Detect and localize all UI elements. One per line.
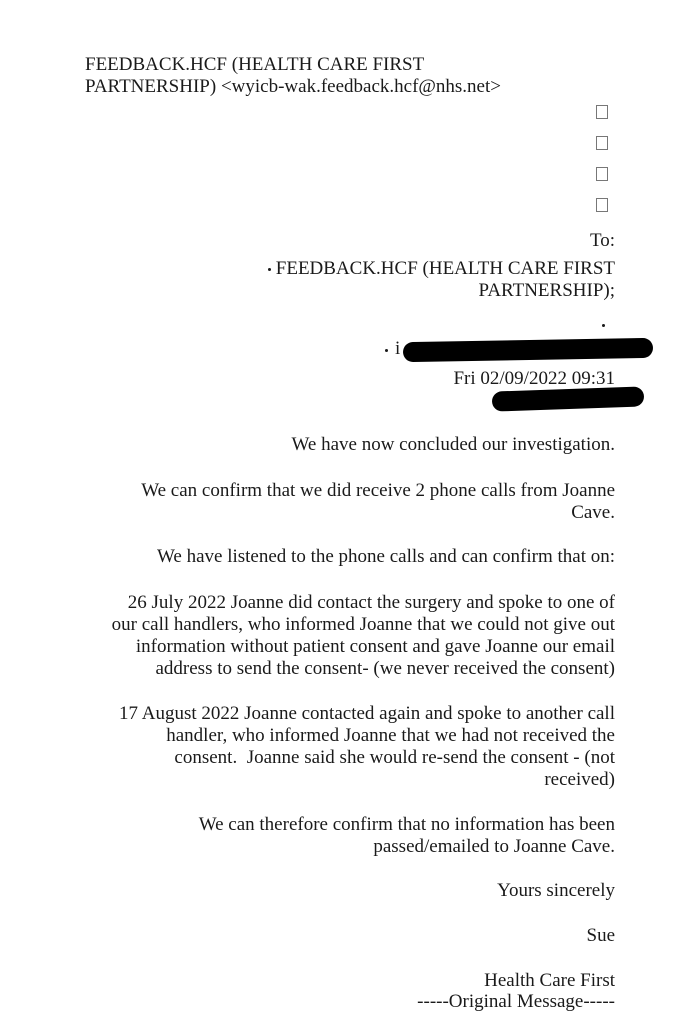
body-line: received): [544, 769, 615, 790]
body-paragraph-3: We have listened to the phone calls and can confirm that on:: [156, 546, 615, 567]
checkbox-icon: [596, 136, 608, 150]
checkbox-group: [596, 105, 616, 229]
signature-name: Sue: [586, 925, 615, 946]
email-date: Fri 02/09/2022 09:31: [453, 368, 615, 389]
body-line: handler, who informed Joanne that we had not received the: [166, 725, 615, 746]
sender-line-1: FEEDBACK.HCF (HEALTH CARE FIRST: [85, 54, 425, 75]
recipient-line-1: [155, 258, 615, 280]
to-label: To:: [589, 230, 615, 251]
bullet-icon: [385, 349, 388, 352]
sender-line-2: PARTNERSHIP) <wyicb-wak.feedback.hcf@nhs.net>: [85, 76, 501, 97]
redaction-mark: [492, 386, 645, 411]
body-paragraph-6: [55, 814, 615, 858]
body-paragraph-4: [55, 592, 615, 680]
body-paragraph-1: We have now concluded our investigation.: [291, 434, 615, 455]
body-line: We can confirm that we did receive 2 phone calls from Joanne: [141, 480, 615, 501]
redaction-mark: [403, 338, 653, 362]
checkbox-icon: [596, 105, 608, 119]
sender-address: [85, 54, 645, 98]
body-paragraph-5: [55, 703, 615, 791]
body-paragraph-2: [55, 480, 615, 524]
body-line: consent. Joanne said she would re-send the consent - (not: [174, 747, 615, 768]
recipient-line-2: PARTNERSHIP);: [478, 280, 615, 301]
closing: Yours sincerely: [497, 880, 615, 901]
checkbox-icon: [596, 167, 608, 181]
redacted-prefix: i: [395, 338, 401, 359]
body-line: address to send the consent- (we never received the consent): [155, 658, 615, 679]
body-line: our call handlers, who informed Joanne that we could not give out: [111, 614, 615, 635]
body-line: information without patient consent and gave Joanne our email: [135, 636, 615, 657]
body-line: 17 August 2022 Joanne contacted again and spoke to another call: [119, 703, 615, 724]
bullet-icon: [602, 324, 605, 327]
recipient: [155, 258, 615, 302]
bullet-icon: [268, 268, 271, 271]
signature-org: Health Care First: [484, 970, 615, 991]
body-line: passed/emailed to Joanne Cave.: [373, 836, 615, 857]
body-line: 26 July 2022 Joanne did contact the surgery and spoke to one of: [127, 592, 615, 613]
checkbox-icon: [596, 198, 608, 212]
redacted-recipient: [385, 338, 655, 362]
body-line: Cave.: [571, 502, 615, 523]
body-line: We can therefore confirm that no information has been: [198, 814, 615, 835]
recipient-line-1-text: FEEDBACK.HCF (HEALTH CARE FIRST: [275, 258, 615, 279]
original-message-divider: -----Original Message-----: [417, 991, 615, 1012]
